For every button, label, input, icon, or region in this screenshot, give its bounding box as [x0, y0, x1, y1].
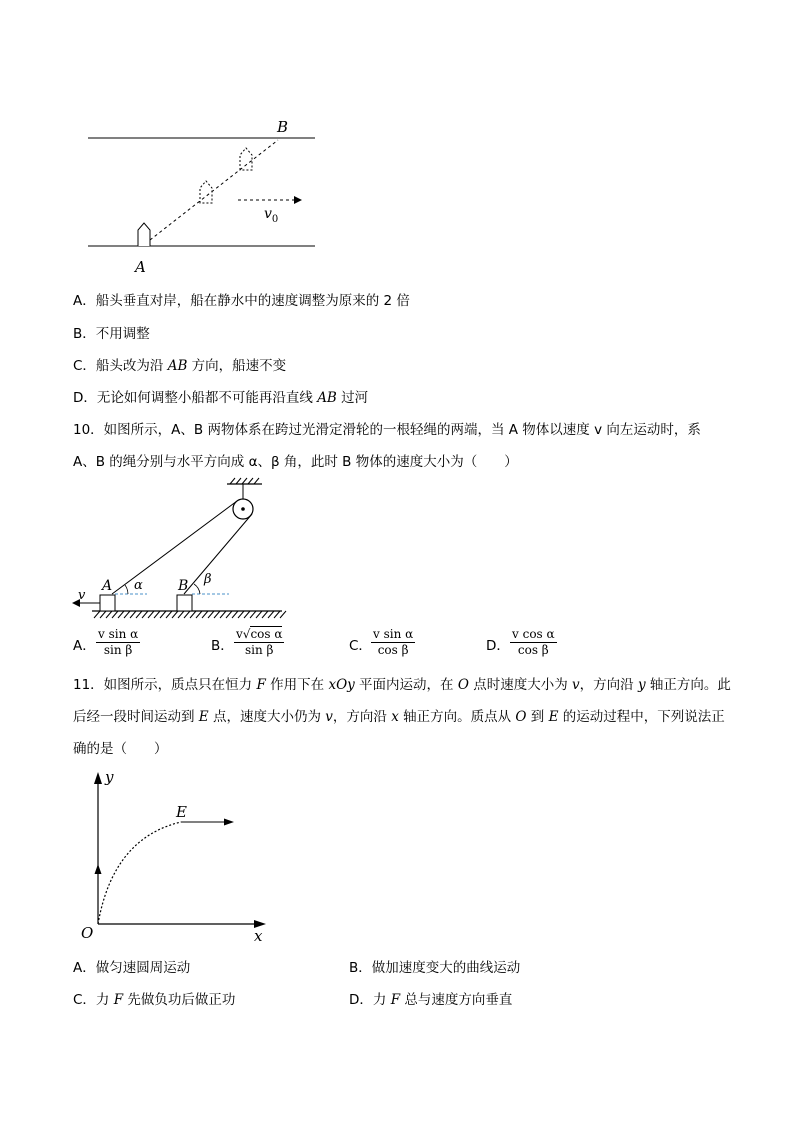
q10-option-a: A． — [73, 638, 96, 654]
hatch-mark — [148, 611, 154, 618]
hatch-mark — [196, 611, 202, 618]
label-a: A — [102, 578, 113, 594]
hatch-mark — [112, 611, 118, 618]
hatch-mark — [94, 611, 100, 618]
ab-path-dashed — [150, 140, 278, 240]
q11-stem-line2: 后经一段时间运动到 E 点，速度大小仍为 v，方向沿 x 轴正方向。质点从 O 到 E 的运动过程中，下列说法正 — [73, 709, 725, 725]
ceiling-hatch — [230, 478, 259, 484]
hatch-mark — [256, 611, 262, 618]
hatch-mark — [274, 611, 280, 618]
q11-option-c: C．力 F 先做负功后做正功 — [73, 992, 236, 1008]
hatch-mark — [226, 611, 232, 618]
hatch-mark — [268, 611, 274, 618]
boat-dashed-middle — [200, 181, 212, 203]
q11-stem-line1: 11．如图所示，质点只在恒力 F 作用下在 xOy 平面内运动，在 O 点时速度大小为 v，方向沿 y 轴正方向。此 — [73, 677, 731, 693]
y-axis-arrow — [94, 772, 102, 784]
hatch-mark — [154, 611, 160, 618]
boat-solid — [138, 223, 150, 246]
label-alpha: α — [134, 578, 143, 593]
q10-option-d-fraction: $\frac{\text{v cos α}}{\text{cos β}}$ — [512, 627, 555, 657]
label-v0-sub: 0 — [271, 214, 279, 225]
hatch-mark — [280, 611, 286, 618]
label-beta: β — [204, 572, 212, 587]
hatch-mark — [244, 611, 250, 618]
hatch-mark — [214, 611, 220, 618]
q11-option-b: B．做加速度变大的曲线运动 — [349, 960, 521, 976]
q9-option-a: A．船头垂直对岸，船在静水中的速度调整为原来的 2 倍 — [73, 293, 410, 309]
label-b: B — [178, 578, 189, 594]
q11-stem-line3: 确的是（ ） — [73, 741, 168, 757]
q10-stem-line1: 10．如图所示，A、B 两物体系在跨过光滑定滑轮的一根轻绳的两端，当 A 物体以速度 v 向左运动时，系 — [73, 422, 701, 438]
q10-option-d: D． — [486, 638, 510, 654]
label-v: v — [78, 588, 86, 603]
pulley-axle — [241, 507, 245, 511]
hatch-mark — [106, 611, 112, 618]
river-crossing-figure — [80, 110, 330, 280]
hatch-mark — [232, 611, 238, 618]
rope-to-a — [112, 501, 237, 594]
pulley-figure — [72, 478, 287, 623]
label-v0: $v_0$ — [264, 206, 279, 225]
hatch-mark — [178, 611, 184, 618]
hatch-mark — [118, 611, 124, 618]
angle-arc-alpha — [125, 585, 128, 594]
q9-option-c: C．船头改为沿 AB 方向，船速不变 — [73, 358, 287, 374]
hatch-mark — [172, 611, 178, 618]
hatch-mark — [136, 611, 142, 618]
q11-option-a: A．做匀速圆周运动 — [73, 960, 191, 976]
hatch-mark — [142, 611, 148, 618]
label-e: E — [176, 803, 187, 821]
hatch-mark — [220, 611, 226, 618]
label-a: A — [135, 258, 146, 276]
hatch-mark — [184, 611, 190, 618]
hatch-mark — [100, 611, 106, 618]
hatch-mark — [238, 611, 244, 618]
label-b: B — [277, 118, 289, 136]
hatch-mark — [190, 611, 196, 618]
q10-option-c-fraction: $\frac{\text{v sin α}}{\text{cos β}}$ — [373, 627, 414, 657]
q10-option-a-fraction: $\frac{\text{v sin α}}{\text{sin β}}$ — [98, 627, 139, 657]
q10-option-b-fraction: $\frac{\text{v√cos α}}{\text{sin β}}$ — [236, 627, 283, 657]
block-a — [100, 595, 115, 611]
trajectory-curve — [98, 822, 181, 924]
q9-option-b: B．不用调整 — [73, 326, 150, 342]
rope-to-b — [184, 514, 252, 594]
block-b — [177, 595, 192, 611]
label-o: O — [81, 924, 94, 942]
final-velocity-arrow-head — [224, 819, 234, 826]
q10-option-b: B． — [211, 638, 234, 654]
label-x: x — [254, 927, 263, 945]
angle-arc-beta — [194, 584, 200, 594]
initial-velocity-arrow-head — [95, 864, 102, 874]
hatch-mark — [208, 611, 214, 618]
ground-hatch — [94, 611, 286, 618]
hatch-mark — [202, 611, 208, 618]
hatch-mark — [166, 611, 172, 618]
label-y: y — [105, 768, 114, 786]
boat-dashed-upper — [240, 148, 252, 170]
q11-option-d: D．力 F 总与速度方向垂直 — [349, 992, 513, 1008]
hatch-mark — [160, 611, 166, 618]
hatch-mark — [250, 611, 256, 618]
q10-stem-line2: A、B 的绳分别与水平方向成 α、β 角，此时 B 物体的速度大小为（ ） — [73, 454, 518, 470]
hatch-mark — [130, 611, 136, 618]
current-arrow-head — [294, 196, 302, 204]
trajectory-figure — [78, 768, 278, 948]
hatch-mark — [124, 611, 130, 618]
q9-option-d: D．无论如何调整小船都不可能再沿直线 AB 过河 — [73, 390, 369, 406]
q10-option-c: C． — [349, 638, 372, 654]
hatch-mark — [262, 611, 268, 618]
